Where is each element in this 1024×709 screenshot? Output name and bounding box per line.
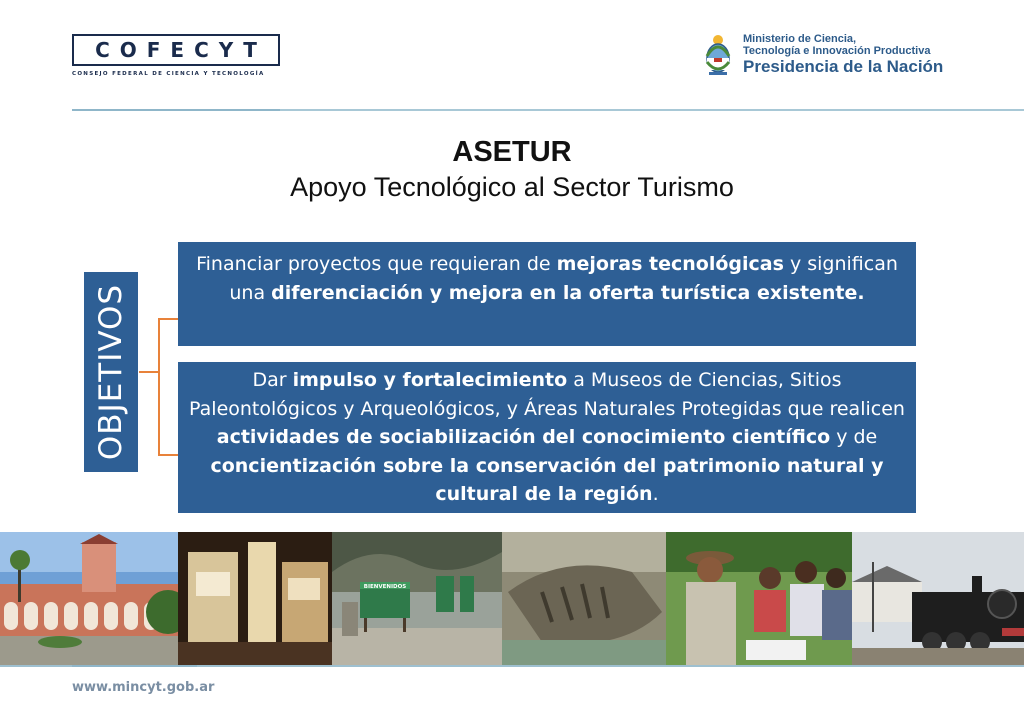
page-subtitle: Apoyo Tecnológico al Sector Turismo [290, 172, 734, 202]
objective-item-1 [178, 242, 916, 346]
photo-strip [0, 532, 1024, 665]
steam-train-photo [852, 532, 1024, 665]
objectives-label [84, 272, 138, 472]
cofecyt-logo: COFECYT [72, 34, 280, 66]
objective-text-segment: diferenciación y mejora en la oferta turística existente. [271, 281, 865, 304]
objective-text-segment: y significan una [229, 253, 898, 304]
objective-text-segment: mejoras tecnológicas [556, 253, 784, 275]
objective-text-segment: concientización sobre la conservación del patrimonio natural y cultural de la región [210, 454, 884, 505]
ministry-name-line1: Ministerio de Ciencia, [743, 33, 857, 45]
header-divider-accent [72, 109, 280, 111]
objective-text-segment: a Museos de Ciencias, Sitios Paleontológicos y Arqueológicos, y Áreas Naturales Protegidas que realicen [189, 369, 905, 420]
header-divider [280, 109, 1024, 111]
colonial-building-photo [0, 532, 178, 665]
objective-text-segment: impulso y fortalecimiento [292, 369, 568, 391]
park-entrance-sign-photo [332, 532, 502, 665]
national-seal-icon [703, 32, 733, 76]
header [0, 0, 1024, 110]
objective-text-segment: Financiar proyectos que requieran de [196, 253, 557, 275]
objective-text-segment: y de [830, 426, 878, 448]
footer-divider-accent [72, 665, 197, 667]
cofecyt-logo-subtitle: CONSEJO FEDERAL DE CIENCIA Y TECNOLOGÍA [72, 71, 265, 77]
fossil-rock-photo [502, 532, 666, 665]
guide-with-students-photo [666, 532, 852, 665]
objective-text-segment: Dar [252, 369, 293, 391]
objectives-connector [139, 318, 179, 458]
ministry-name-line2: Tecnología e Innovación Productiva [743, 45, 931, 57]
objective-text-segment: . [652, 483, 659, 505]
museum-interior-photo [178, 532, 332, 665]
website-link[interactable]: www.mincyt.gob.ar [72, 680, 215, 695]
objectives-label-text: OBJETIVOS [93, 283, 129, 461]
objective-text-segment: actividades de sociabilización del conocimiento científico [216, 426, 831, 448]
ministry-logo [703, 32, 963, 82]
objective-item-2 [178, 362, 916, 513]
page-title: ASETUR [452, 136, 572, 168]
presidency-name: Presidencia de la Nación [743, 57, 944, 76]
park-sign-text: BIENVENIDOS [363, 584, 407, 590]
